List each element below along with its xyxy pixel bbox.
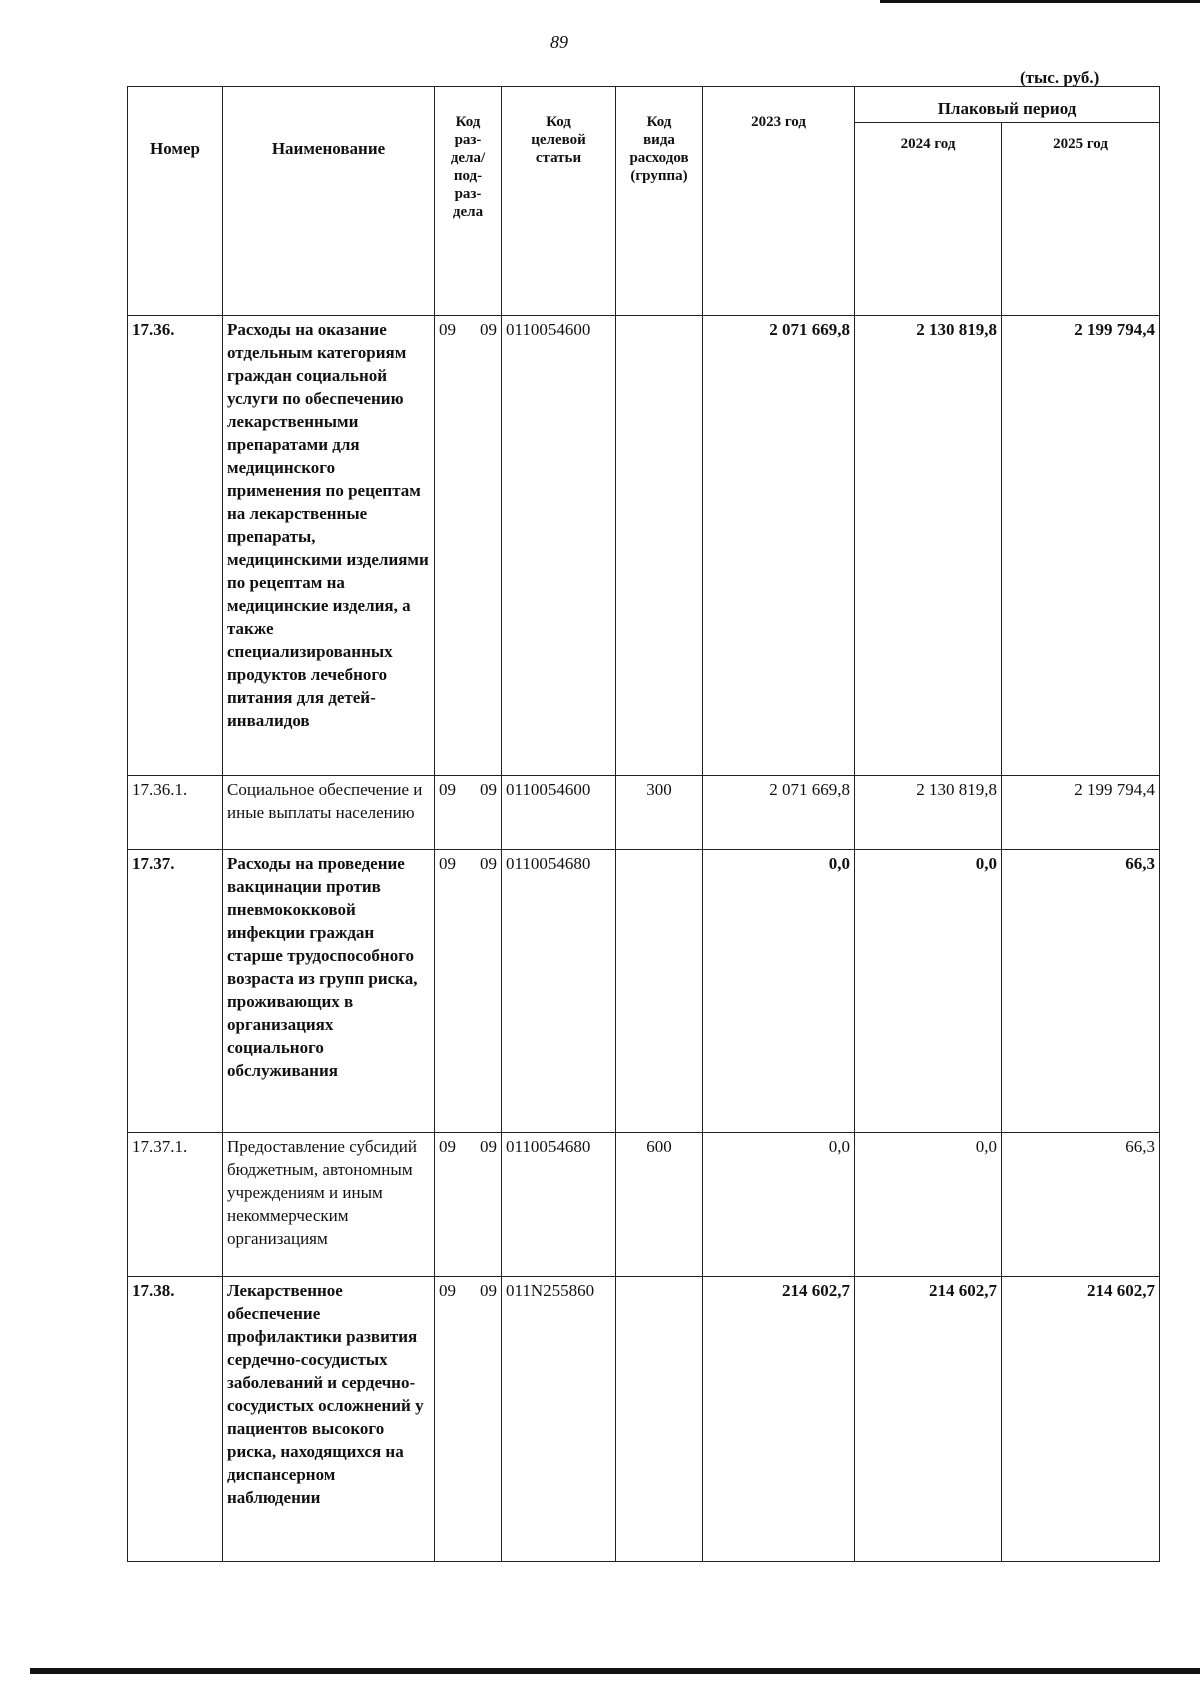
row-subsection: 09	[480, 320, 497, 339]
row-value-2023: 214 602,7	[703, 1277, 855, 1562]
row-value-2024: 0,0	[855, 850, 1002, 1133]
row-number: 17.36.	[128, 316, 223, 776]
row-expense-type	[616, 1277, 703, 1562]
top-rule	[880, 0, 1200, 3]
row-section-code	[435, 1133, 502, 1277]
header-target-code	[502, 87, 616, 316]
row-value-2025: 66,3	[1002, 850, 1160, 1133]
row-value-2025: 66,3	[1002, 1133, 1160, 1277]
header-number: Номер	[128, 87, 223, 316]
bottom-rule	[30, 1668, 1200, 1674]
units-label: (тыс. руб.)	[1020, 68, 1100, 87]
row-number: 17.38.	[128, 1277, 223, 1562]
row-value-2025: 2 199 794,4	[1002, 316, 1160, 776]
header-expense-type-code-text: Код вида расходов (группа)	[629, 114, 689, 184]
row-section: 09	[439, 320, 456, 339]
row-number: 17.37.	[128, 850, 223, 1133]
row-target-code: 0110054600	[502, 776, 616, 850]
row-section: 09	[439, 854, 456, 873]
row-section: 09	[439, 1281, 456, 1300]
row-subsection: 09	[480, 1281, 497, 1300]
row-expense-type	[616, 316, 703, 776]
row-subsection: 09	[480, 854, 497, 873]
table-row	[128, 776, 1160, 850]
row-number: 17.36.1.	[128, 776, 223, 850]
row-section: 09	[439, 780, 456, 799]
row-target-code: 0110054680	[502, 1133, 616, 1277]
header-name: Наименование	[223, 87, 435, 316]
row-value-2025: 214 602,7	[1002, 1277, 1160, 1562]
table-row	[128, 316, 1160, 776]
row-target-code: 011N255860	[502, 1277, 616, 1562]
row-expense-type	[616, 850, 703, 1133]
row-section-code	[435, 316, 502, 776]
header-planned-period: Плаковый период	[855, 87, 1160, 123]
row-value-2023: 2 071 669,8	[703, 316, 855, 776]
header-expense-type-code	[616, 87, 703, 316]
table-row	[128, 850, 1160, 1133]
row-value-2025: 2 199 794,4	[1002, 776, 1160, 850]
header-year-2023: 2023 год	[703, 87, 855, 316]
header-row	[128, 87, 1160, 123]
row-value-2023: 2 071 669,8	[703, 776, 855, 850]
table-row	[128, 1133, 1160, 1277]
row-name: Предоставление субсидий бюджетным, автономным учреждениям и иным некоммерческим организациям	[223, 1133, 435, 1277]
row-target-code: 0110054600	[502, 316, 616, 776]
row-value-2024: 214 602,7	[855, 1277, 1002, 1562]
row-value-2023: 0,0	[703, 850, 855, 1133]
budget-table	[127, 86, 1160, 1562]
row-expense-type: 300	[616, 776, 703, 850]
row-number: 17.37.1.	[128, 1133, 223, 1277]
header-target-code-text: Код целевой статьи	[531, 114, 586, 166]
row-target-code: 0110054680	[502, 850, 616, 1133]
row-value-2023: 0,0	[703, 1133, 855, 1277]
header-year-2024: 2024 год	[855, 123, 1002, 316]
row-subsection: 09	[480, 1137, 497, 1156]
row-section-code	[435, 850, 502, 1133]
row-value-2024: 2 130 819,8	[855, 316, 1002, 776]
row-section: 09	[439, 1137, 456, 1156]
page-number: 89	[550, 32, 568, 52]
row-name: Лекарственное обеспечение профилактики развития сердечно-сосудистых заболеваний и сердечно-сосудистых осложнений у пациентов высокого риска, находящихся на диспансерном наблюдении	[223, 1277, 435, 1562]
row-value-2024: 2 130 819,8	[855, 776, 1002, 850]
row-value-2024: 0,0	[855, 1133, 1002, 1277]
header-section-code	[435, 87, 502, 316]
row-subsection: 09	[480, 780, 497, 799]
row-section-code	[435, 776, 502, 850]
table-row	[128, 1277, 1160, 1562]
row-name: Социальное обеспечение и иные выплаты населению	[223, 776, 435, 850]
header-year-2025: 2025 год	[1002, 123, 1160, 316]
row-name: Расходы на оказание отдельным категориям граждан социальной услуги по обеспечению лекарственными препаратами для медицинского применения по рецептам на лекарственные препараты, медицинскими изделиями по рецептам на медицинские изделия, а также специализированных продуктов лечебного питания для детей-инвалидов	[223, 316, 435, 776]
row-section-code	[435, 1277, 502, 1562]
header-section-code-text: Код раз- дела/ под- раз- дела	[450, 114, 486, 220]
row-expense-type: 600	[616, 1133, 703, 1277]
row-name: Расходы на проведение вакцинации против пневмококковой инфекции граждан старше трудоспособного возраста из групп риска, проживающих в организациях социального обслуживания	[223, 850, 435, 1133]
